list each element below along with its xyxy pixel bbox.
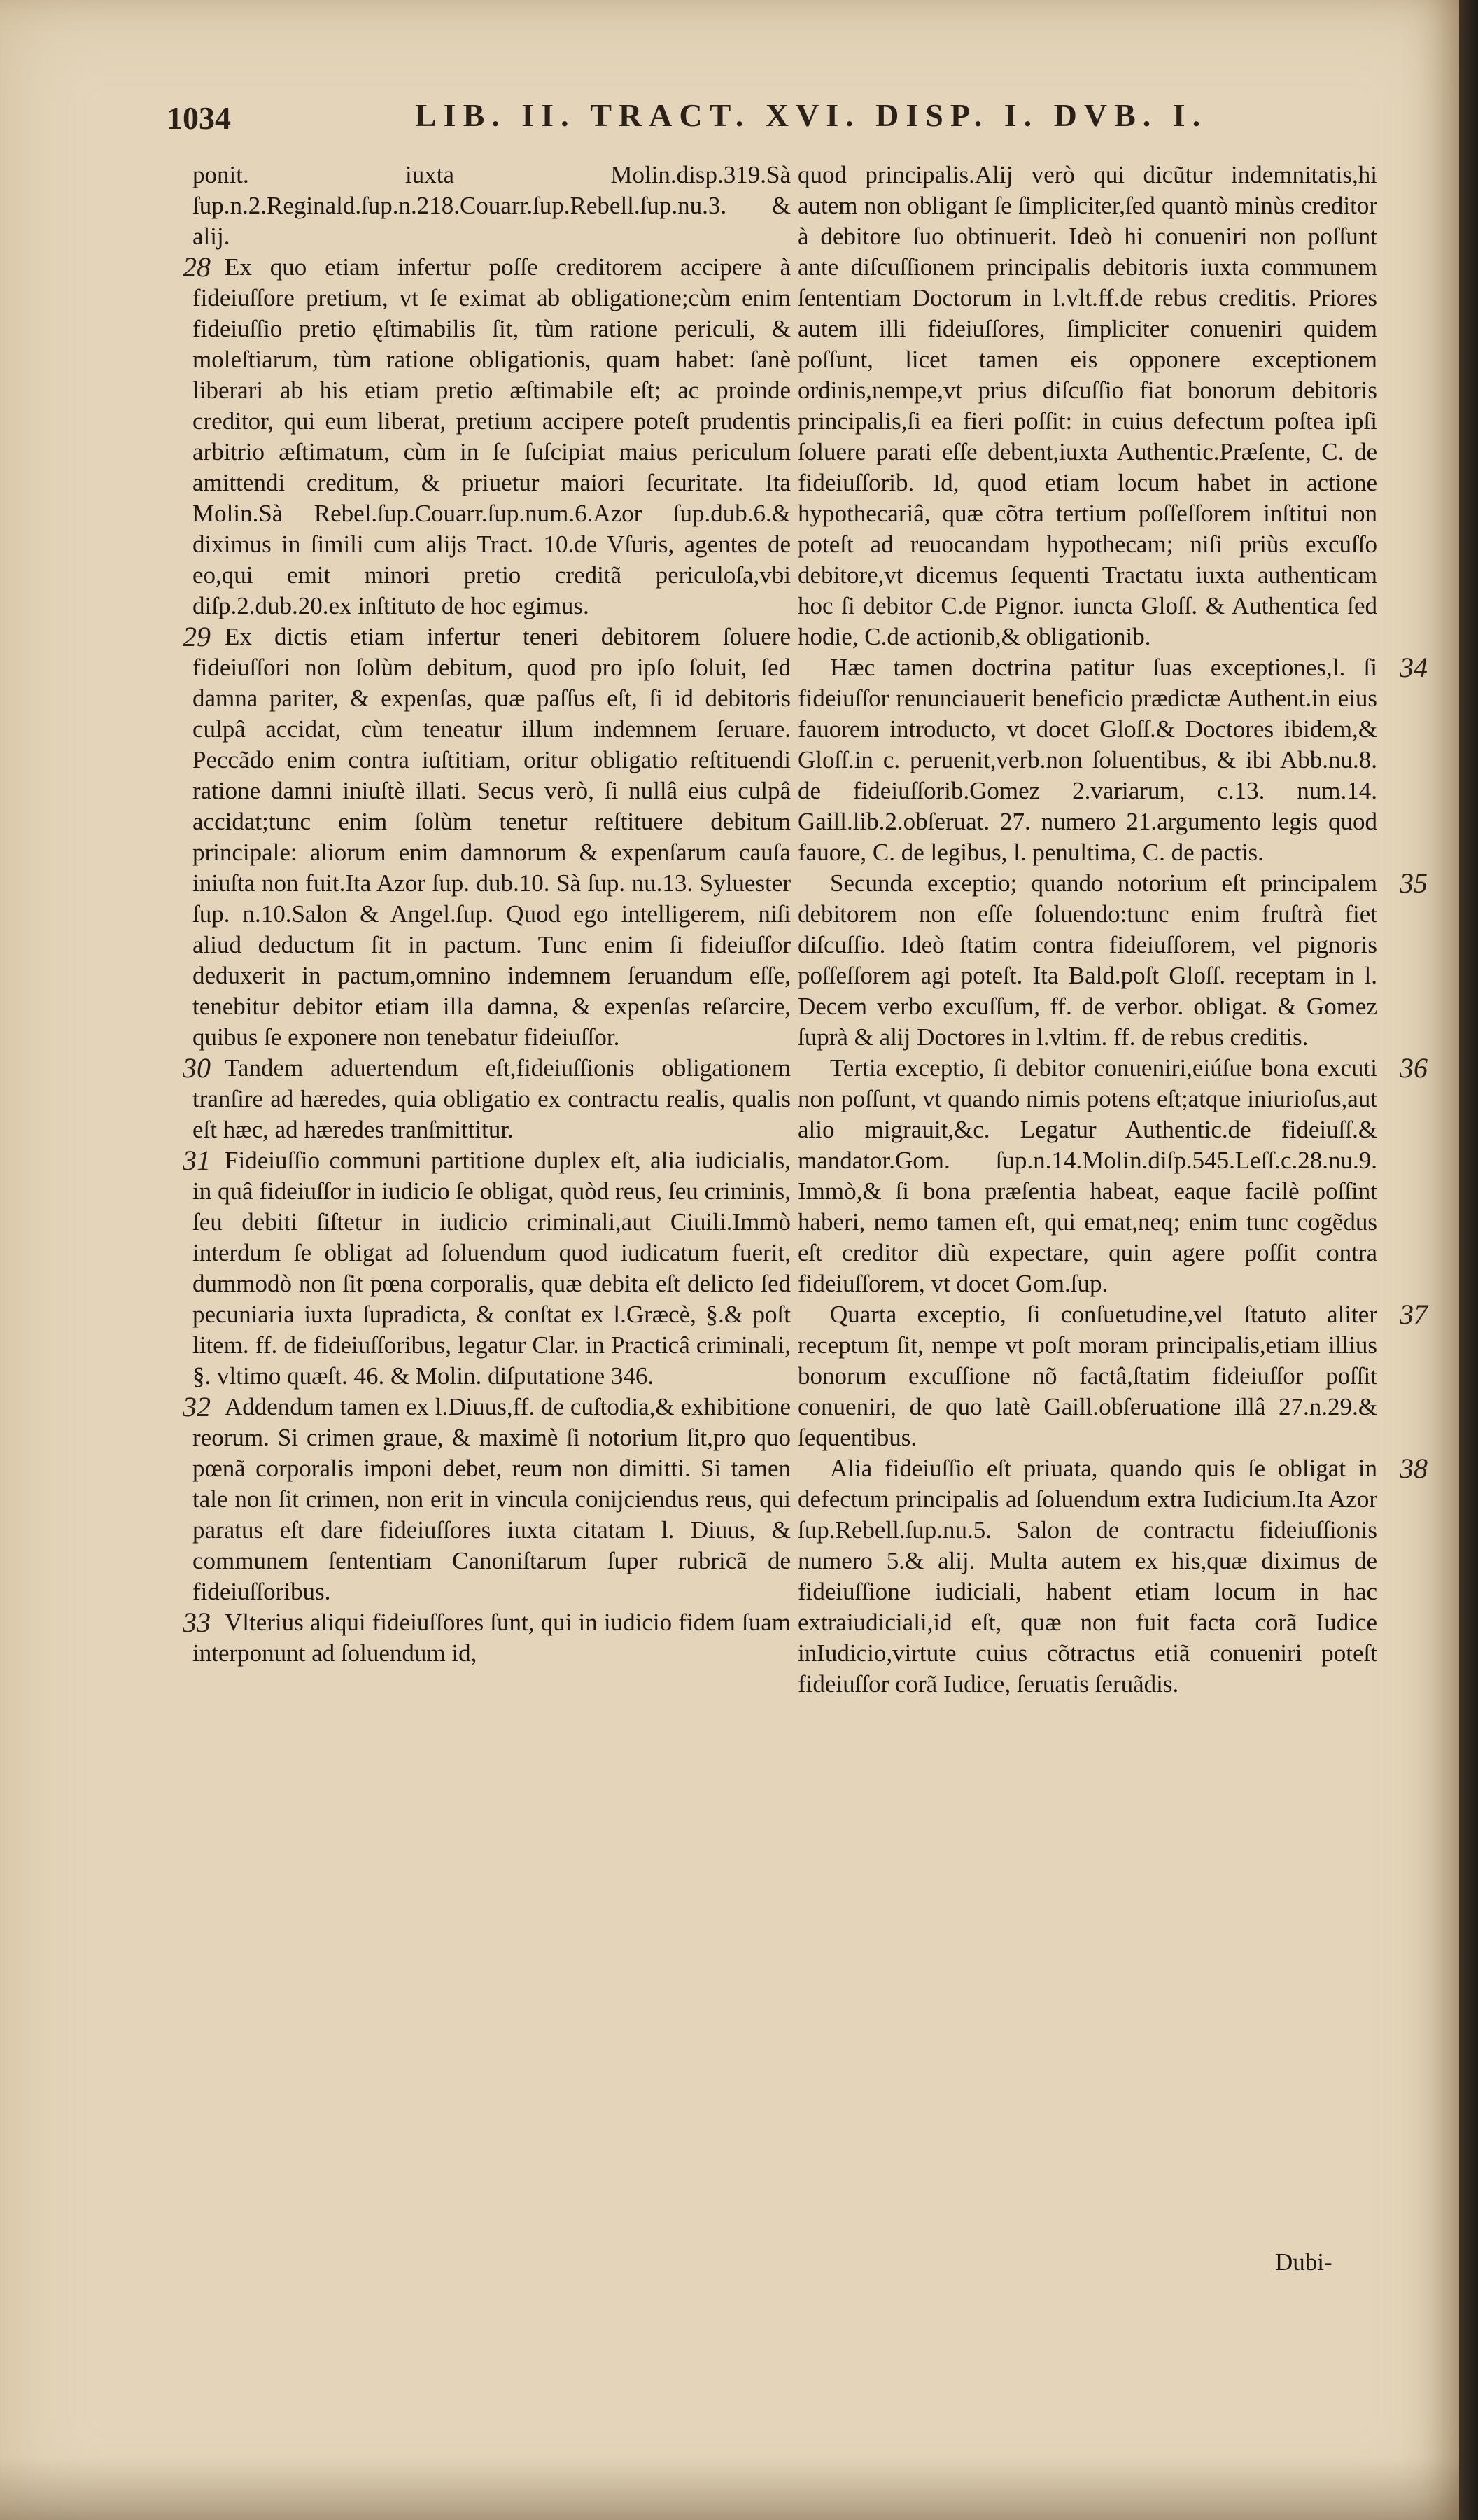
paragraph: 34 Hæc tamen doctrina patitur ſuas exceptiones,l. ſi fideiuſſor renunciauerit beneficio prædictæ Authent.in eius fauorem introducto, vt docet Gloſſ.& Doctores ibidem,& Gloſſ.in c. peruenit,verb.non ſoluentibus, & ibi Abb.nu.8. de fideiuſſorib.Gomez 2.variarum, c.13. num.14. Gaill.lib.2.obſeruat. 27. numero 21.argumento legis quod fauore, C. de legibus, l. penultima, C. de pactis. [798, 652, 1428, 866]
paragraph: 35 Secunda exceptio; quando notorium eſt principalem debitorem non eſſe ſoluendo:tunc enim fruſtrà fiet diſcuſſio. Ideò ſtatim contra fideiuſſorem, vel pignoris poſſeſſorem agi poteſt. Ita Bald.poſt Gloſſ. receptam in l. Decem verbo excuſſum, ff. de verbor. obligat. & Gomez ſuprà & alij Doctores in l.vltim. ff. de rebus creditis. [798, 867, 1428, 1051]
running-head: LIB. II. TRACT. XVI. DISP. I. DVB. I. [415, 97, 1208, 133]
paragraph-number: 34 [1400, 652, 1428, 683]
paragraph: ponit. iuxta Molin.disp.319.Sà ſup.n.2.Reginald.ſup.n.218.Couarr.ſup.Rebell.ſup.nu.3. & alij. [192, 161, 791, 250]
left-column [183, 160, 791, 1669]
paragraph: 37 Quarta exceptio, ſi conſuetudine,vel ſtatuto aliter receptum ſit, nempe vt poſt moram principalis,etiam illius bonorum excuſſione nõ factâ,ſtatim fideiuſſor poſſit conueniri, de quo latè Gaill.obſeruatione illâ 27.n.29.& ſequentibus. [798, 1298, 1428, 1451]
catchword: Dubi- [1275, 2248, 1332, 2276]
paragraph: 32 Addendum tamen ex l.Diuus,ff. de cuſtodia,& exhibitione reorum. Si crimen graue, & maximè ſi notorium ſit,pro quo pœnã corporalis imponi debet, reum non dimitti. Si tamen tale non ſit crimen, non erit in vincula conijciendus reus, qui paratus eſt dare fideiuſſores iuxta citatam l. Diuus, & communem ſententiam Canoniſtarum ſuper rubricã de fideiuſſoribus. [192, 1392, 791, 1607]
paragraph: 28 Ex quo etiam infertur poſſe creditorem accipere à fideiuſſore pretium, vt ſe eximat ab obligatione;cùm enim fideiuſſio pretio ęſtimabilis ſit, tùm ratione periculi, & moleſtiarum, tùm ratione obligationis, quam habet: ſanè liberari ab his etiam pretio æſtimabile eſt; ac proinde creditor, qui eum liberat, pretium accipere poteſt prudentis arbitrio æſtimatum, cùm in ſe ſuſcipiat maius periculum amittendi creditum, & priuetur maiori ſecuritate. Ita Molin.Sà Rebel.ſup.Couarr.ſup.num.6.Azor ſup.dub.6.& diximus in ſimili cum alijs Tract. 10.de Vſuris, agentes de eo,qui emit minori pretio creditã periculoſa,vbi diſp.2.dub.20.ex inſtituto de hoc egimus. [192, 252, 791, 622]
paragraph-number: 38 [1400, 1452, 1428, 1484]
paragraph-number: 35 [1400, 867, 1428, 899]
paragraph: quod principalis.Alij verò qui dicũtur indemnitatis,hi autem non obligant ſe ſimpliciter,ſed quantò minùs creditor à debitore ſuo obtinuerit. Ideò hi conueniri non poſſunt ante diſcuſſionem principalis debitoris iuxta communem ſententiam Doctorum in l.vlt.ff.de rebus creditis. Priores autem illi fideiuſſores, ſimpliciter conueniri quidem poſſunt, licet tamen eis opponere exceptionem ordinis,nempe,vt prius diſcuſſio fiat bonorum debitoris principalis,ſi ea fieri poſſit: in cuius defectum poſtea ipſi ſoluere parati eſſe debent,iuxta Authentic.Præſente, C. de fideiuſſorib. Id, quod etiam locum habet in actione hypothecariâ, quæ cõtra tertium poſſeſſorem inſtitui non poteſt ad reuocandam hypothecam; niſi priùs excuſſo debitore,vt dicemus ſequenti Tractatu iuxta authenticam hoc ſi debitor C.de Pignor. iuncta Gloſſ. & Authentica ſed hodie, C.de actionib,& obligationib. [798, 161, 1377, 650]
paragraph-number: 33 [183, 1606, 211, 1638]
paragraph: 33 Vlterius aliqui fideiuſſores ſunt, qui in iudicio fidem ſuam interponunt ad ſoluendum id, [192, 1607, 791, 1669]
paragraph: 29 Ex dictis etiam infertur teneri debitorem ſoluere fideiuſſori non ſolùm debitum, quod pro ipſo ſoluit, ſed damna pariter, & expenſas, quæ paſſus eſt, ſi id debitoris culpâ accidat, cùm teneatur illum indemnem ſeruare. Peccãdo enim contra iuſtitiam, oritur obligatio reſtituendi ratione damni iniuſtè illati. Secus verò, ſi nullâ eius culpâ accidat;tunc enim ſolùm tenetur reſtituere debitum principale: aliorum enim damnorum & expenſarum cauſa iniuſta non fuit.Ita Azor ſup. dub.10. Sà ſup. nu.13. Syluester ſup. n.10.Salon & Angel.ſup. Quod ego intelligerem, niſi aliud deductum ſit in pactum. Tunc enim ſi fideiuſſor deduxerit in pactum,omnino indemnem ſeruandum eſſe, tenebitur debitor etiam illa damna, & expenſas reſarcire, quibus ſe exponere non tenebatur fideiuſſor. [192, 622, 791, 1053]
paragraph-number: 37 [1400, 1298, 1428, 1330]
paragraph: 36 Tertia exceptio, ſi debitor conueniri,eiúſue bona excuti non poſſunt, vt quando nimis potens eſt;atque iniurioſus,aut alio migrauit,&c. Legatur Authentic.de fideiuſſ.& mandator.Gom. ſup.n.14.Molin.diſp.545.Leſſ.c.28.nu.9. Immò,& ſi bona præſentia habeat, eaque facilè poſſint haberi, nemo tamen eſt, qui emat,neq; enim tunc cogẽdus eſt creditor diù expectare, quin agere poſſit contra fideiuſſorem, vt docet Gom.ſup. [798, 1052, 1428, 1297]
page-header [167, 90, 1391, 139]
paragraph-number: 29 [183, 621, 211, 652]
paragraph: 31 Fideiuſſio communi partitione duplex eſt, alia iudicialis, in quâ fideiuſſor in iudicio ſe obligat, quòd reus, ſeu criminis, ſeu debiti ſiſtetur in iudicio criminali,aut Ciuili.Immò interdum ſe obligat ad ſoluendum quod iudicatum fuerit, dummodò non ſit pœna corporalis, quæ debita eſt delicto ſed pecuniaria iuxta ſupradicta, & conſtat ex l.Græcè, §.& poſt litem. ff. de fideiuſſoribus, legatur Clar. in Practicâ criminali, §. vltimo quæſt. 46. & Molin. diſputatione 346. [192, 1145, 791, 1392]
paragraph: 38 Alia fideiuſſio eſt priuata, quando quis ſe obligat in defectum principalis ad ſoluendum extra Iudicium.Ita Azor ſup.Rebell.ſup.nu.5. Salon de contractu fideiuſſionis numero 5.& alij. Multa autem ex his,quæ diximus de fideiuſſione iudiciali, habent etiam locum in hac extraiudiciali,id eſt, quæ non fuit facta corã Iudice inIudicio,virtute cuius cõtractus etiã conueniri poteſt fideiuſſor corã Iudice, ſeruatis ſeruãdis. [798, 1452, 1428, 1698]
paragraph-number: 31 [183, 1144, 211, 1176]
paragraph-number: 30 [183, 1052, 211, 1084]
page-shadow [0, 2457, 1459, 2520]
book-edge [1459, 0, 1478, 2520]
paragraph-number: 32 [183, 1391, 211, 1422]
paragraph: 30 Tandem aduertendum eſt,fideiuſſionis obligationem tranſire ad hæredes, quia obligatio ex contractu realis, qualis eſt hæc, ad hæredes tranſmittitur. [192, 1053, 791, 1145]
folio-number: 1034 [167, 100, 231, 136]
paragraph-number: 36 [1400, 1052, 1428, 1084]
paragraph-number: 28 [183, 251, 211, 283]
right-column [798, 160, 1428, 1700]
